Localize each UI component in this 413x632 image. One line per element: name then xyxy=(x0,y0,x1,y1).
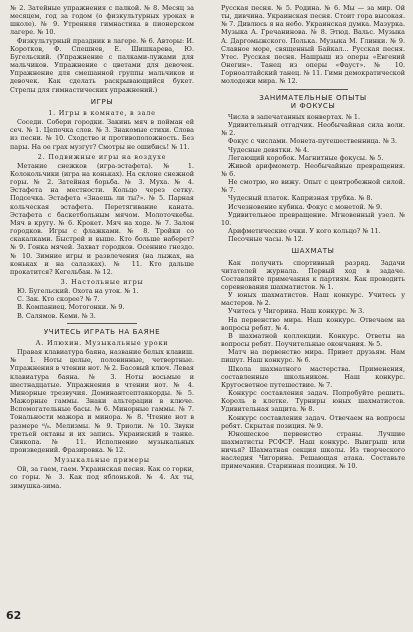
tricks-item: Чудесные девятки. № 4. xyxy=(228,145,310,154)
chess-item: Школа шахматного мастерства. Применения, составленные школьником. Наш конкурс. Кругосветное путешествие. № 7. xyxy=(221,364,405,389)
tricks-item: Арифметические очки. У кого кольцо? № 11. xyxy=(228,227,381,236)
chess-list xyxy=(221,259,405,471)
music-examples-text: Ой, за гаем, гаем. Украинская песня. Как со горки, со горы. № 3. Как под яблонькой. № 4. Ах ты, зимушка-зима. xyxy=(10,465,194,490)
page-number: 62 xyxy=(6,609,22,622)
tricks-item: Удивительный отгадчик. Необычайная сила воли. № 2. xyxy=(221,121,405,138)
games-heading: ИГРЫ xyxy=(90,96,114,106)
intro-paragraph: № 2. Затейные упражнения с палкой. № 8. Месяц за месяцем, год за годом (о физкультурных уроках в школе). № 9. Утренняя гимнастика в пионерском лагере. № 10. xyxy=(10,4,194,37)
tricks-item: Песочные часы. № 12. xyxy=(228,235,304,244)
bayan-text: Правая клавиатура баяна, название белых клавиш. № 1. Ноты целые, половинные, четвертные. Упражнения в чтении нот. № 2. Басовый ключ. Левая клавиатура баяна. № 3. Ноты восьмые и шестнадцатые. Упражнения в чтении нот. № 4. Минорные трезвучия. Доминантсептаккорды. № 5. Мажорные гаммы. Знаки альтерации в ключе. Вспомогательные басы. № 6. Минорные гаммы. № 7. Тональности мажора и минора. № 8. Чтение нот в размере ⁶/₈. Мелизмы. № 9. Триоли. № 10. Звуки третьей октавы и их запись. Украинский в танке. Синкопа. № 11. Исполнение музыкальных произведений. Фразировка. № 12. xyxy=(10,348,194,454)
left-column xyxy=(10,4,194,490)
games-indoor-text: Соседи. Собери городки. Закинь мяч в пойман ей сеч. № 1. Цепочка слов. № 3. Знакомые стихи. Слова из песни. № 10. Сходство и противоположность. Без пары. На ое грах музгут? Смотры не ошибись! № 11. xyxy=(10,118,194,151)
chess-heading: ШАХМАТЫ xyxy=(291,246,335,256)
bayan-author: А. Илюхин. Музыкальные уроки xyxy=(35,338,169,347)
tricks-item: Удивительное превращение. Мгновенный узел. № 10. xyxy=(221,210,405,227)
chess-item: Юношеское первенство страны. Лучшие шахматисты РСФСР. Наш конкурс. Выигрыш или ничья? Шахматная секция школы. Из творческого наследия Чигорина. Решающая атака. Составьте примечания. Старинная позиция. № 10. xyxy=(221,429,405,471)
chess-item: Учитесь у Чигорина. Наш конкурс. № 3. xyxy=(228,307,365,316)
section-divider xyxy=(278,89,348,90)
games-subheading-3: 3. Настольные игры xyxy=(60,278,144,286)
chess-item: Конкурс составления задач. Попробуйте решить. Король в клетке. Турниры юных шахматистов. Удивительная защита. № 8. xyxy=(221,389,405,414)
chess-item: Конкурс составления задач. Отвечаем на вопросы ребят. Скрытая позиция. № 9. xyxy=(221,413,405,430)
tricks-item: Числа в запечатанных конвертах. № 1. xyxy=(228,112,360,121)
games-outdoor-text: Метание снежков (игра-эстафета). № 1. Колокольчики (игра на коньках). На склоне снежной горы. № 2. Затейная борьба. № 3. Муха. № 4. Эстафета на местности. Кольцо через сетку. Подсечка. Эстафета «Знаешь ли ты?». № 5. Парная кольческая эстафета. Перетягивание каната. Эстафета с баскетбольным мячом. Молоточкебы. Мяч в кругу. № 6. Крокет. Мяч на ходе. № 7. Залон городков. Игры с флажками. № 8. Тройки со скакалками. Быстрей и выше. Кто больше наберет? № 9. Гонка мячей. Захват городков. Осенние гнездо. № 10. Зимние игры и развлечения (на лыжах, на коньках и на салазках). № 11. Кто дальше прокатится? Кегельбан. № 12. xyxy=(10,161,194,276)
chess-item: На первенство мира. Наш конкурс. Отвечаем на вопросы ребят. № 4. xyxy=(221,315,405,332)
tricks-item: Легающий коробок. Магнитные фокусы. № 5. xyxy=(228,153,384,162)
board-games-line-1: Ю. Бугельский. Охота на уток. № 1. xyxy=(17,287,139,296)
tricks-item: Исчезновение кубика. Фокус с монетой. № 9. xyxy=(228,202,383,211)
chess-item: У юных шахматистов. Наш конкурс. Учитесь у мастеров. № 2. xyxy=(221,291,405,308)
tricks-list xyxy=(221,113,405,244)
games-subheading-2: 2. Подвижные игры на воздухе xyxy=(37,152,167,161)
tricks-item: Чудесный платок. Капризная трубка. № 8. xyxy=(228,194,373,203)
bayan-heading: УЧИТЕСЬ ИГРАТЬ НА БАЯНЕ xyxy=(43,326,161,336)
chess-item: Как получить спортивный разряд. Задачи читателей журнала. Первый ход в задаче. Составляйте примечания к партиям. Как проводить соревнования шахматистов. № 1. xyxy=(221,258,405,291)
chess-item: В шахматной коллекции. Конкурс. Ответы на вопросы ребят. Поучительные окончания. № 5. xyxy=(221,331,405,349)
tricks-heading: ЗАНИМАТЕЛЬНЫЕ ОПЫТЫ И ФОКУСЫ xyxy=(259,92,367,110)
chess-item: Матч на первенство мира. Привет друзьям. Нам пишут. Наш конкурс. № 6. xyxy=(221,348,405,365)
games-subheading-1: 1. Игры в комнате, в зале xyxy=(48,108,156,117)
board-games-line-2: С. Зак. Кто скорее? № 7. xyxy=(17,295,100,304)
tricks-item: Фокус с числами. Монета-путешественница. № 3. xyxy=(228,137,398,146)
tricks-item: Живой арифмометр. Необычайные превращения. № 6. xyxy=(221,161,405,178)
tricks-item: Не смотрю, но вижу. Опыт с центробежной силой. № 7. xyxy=(221,178,405,195)
board-games-line-4: В. Салямов. Кеми. № 3. xyxy=(17,311,96,320)
songs-continued-paragraph: Русская песня. № 5. Родина. № 6. Мы — за мир. Ой ты, дивчина. Украинская песня. Стоит гора высокая. № 7. Дивлюсь я на небо. Украинская думка. Мазурка. Музыка А. Гречанинова. № 8. Этюд. Вальс. Музыка А. Даргомыжского. Полька. Музыка М. Глинки. № 9. Славное море, священный Байкал... Русская песня. Утес. Русская песня. Нашрыш из оперы «Евгений Онегин». Танец из оперы «Фауст». № 10. Горноалтайский танец. № 11. Гимн демократической молодежи мира. № 12. xyxy=(221,4,405,86)
right-column xyxy=(221,4,405,471)
music-examples-heading: Музыкальные примеры xyxy=(54,456,150,465)
board-games-line-3: В. Компаниец. Мотогонки. № 9. xyxy=(17,303,125,312)
section-divider xyxy=(67,323,137,324)
festival-paragraph: Физкультурный праздник в лагере. № 6. Авторы: И. Коротков, Ф. Спешнев, Е. Шишкарева, Ю. Бугельский. (Упражнение с палками-лужами для мальчиков. Упражнение с цветами для девочек. Упражнение для смешанной группы мальчиков и девочек. Как сделать раскрывающийся букет. Стрелы для гимнастических упражнений.) xyxy=(10,36,194,94)
